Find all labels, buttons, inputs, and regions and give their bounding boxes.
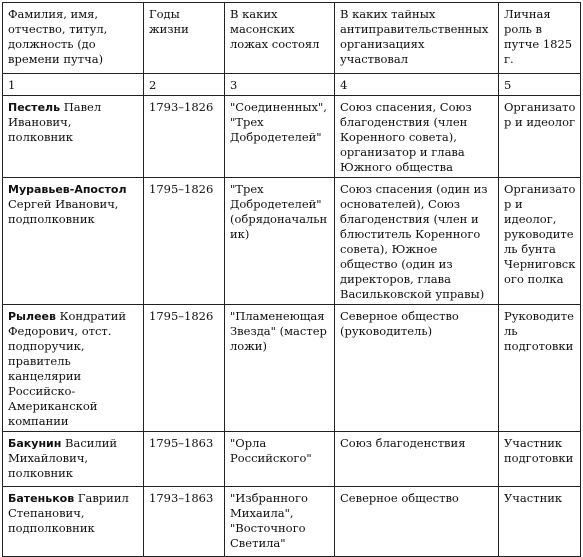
person-surname: Бакунин [8, 437, 62, 450]
column-number: 1 [3, 74, 144, 96]
person-surname: Рылеев [8, 310, 56, 323]
lodges-cell: "Избранного Михаила", "Восточного Светила" [225, 487, 335, 557]
person-details: Павел Иванович, полковник [8, 100, 102, 144]
person-details: Сергей Иванович, подполковник [8, 197, 119, 226]
header-lodges: В каких масонских ложах состоял [225, 3, 335, 74]
organizations-cell: Союз благоденствия [335, 432, 499, 487]
person-surname: Муравьев-Апостол [8, 183, 127, 196]
column-number: 5 [499, 74, 581, 96]
person-cell [3, 178, 144, 305]
role-cell: Организатор и идеолог [499, 96, 581, 178]
table-row [3, 305, 581, 432]
lodges-cell: "Орла Российского" [225, 432, 335, 487]
header-years: Годы жизни [144, 3, 225, 74]
role-cell: Участник [499, 487, 581, 557]
organizations-cell: Северное общество (руководитель) [335, 305, 499, 432]
person-details: Гавриил Степанович, подполковник [8, 491, 129, 535]
decembrists-table [2, 2, 581, 557]
person-surname: Батеньков [8, 492, 75, 505]
header-organizations: В каких тайных антиправительственных организациях участвовал [335, 3, 499, 74]
column-number-row [3, 74, 581, 96]
person-cell [3, 487, 144, 557]
person-details: Кондратий Федорович, отст. подпоручик, правитель канцелярии Российско-Американской компании [8, 309, 127, 428]
organizations-cell: Северное общество [335, 487, 499, 557]
header-role: Личная роль в путче 1825 г. [499, 3, 581, 74]
organizations-cell: Союз спасения, Союз благоденствия (член Коренного совета), организатор и глава Южного общества [335, 96, 499, 178]
column-number: 2 [144, 74, 225, 96]
column-number: 3 [225, 74, 335, 96]
years-cell: 1793–1863 [144, 487, 225, 557]
table-row [3, 432, 581, 487]
lodges-cell: "Соединенных", "Трех Добродетелей" [225, 96, 335, 178]
person-cell [3, 432, 144, 487]
person-cell [3, 96, 144, 178]
person-surname: Пестель [8, 101, 61, 114]
years-cell: 1795–1863 [144, 432, 225, 487]
years-cell: 1795–1826 [144, 305, 225, 432]
role-cell: Руководитель подготовки [499, 305, 581, 432]
person-cell [3, 305, 144, 432]
role-cell: Участник подготовки [499, 432, 581, 487]
header-row [3, 3, 581, 74]
years-cell: 1793–1826 [144, 96, 225, 178]
table-row [3, 96, 581, 178]
person-details: Василий Михайлович, полковник [8, 436, 118, 480]
column-number: 4 [335, 74, 499, 96]
table-row [3, 178, 581, 305]
years-cell: 1795–1826 [144, 178, 225, 305]
lodges-cell: "Трех Добродетелей" (обрядоначальник) [225, 178, 335, 305]
header-name: Фамилия, имя, отчество, титул, должность (до времени путча) [3, 3, 144, 74]
organizations-cell: Союз спасения (один из основателей), Союз благоденствия (член и блюститель Коренного совета), Южное общество (один из директоров, глава Васильковской управы) [335, 178, 499, 305]
lodges-cell: "Пламенеющая Звезда" (мастер ложи) [225, 305, 335, 432]
role-cell: Организатор и идеолог, руководитель бунта Черниговского полка [499, 178, 581, 305]
table-row [3, 487, 581, 557]
